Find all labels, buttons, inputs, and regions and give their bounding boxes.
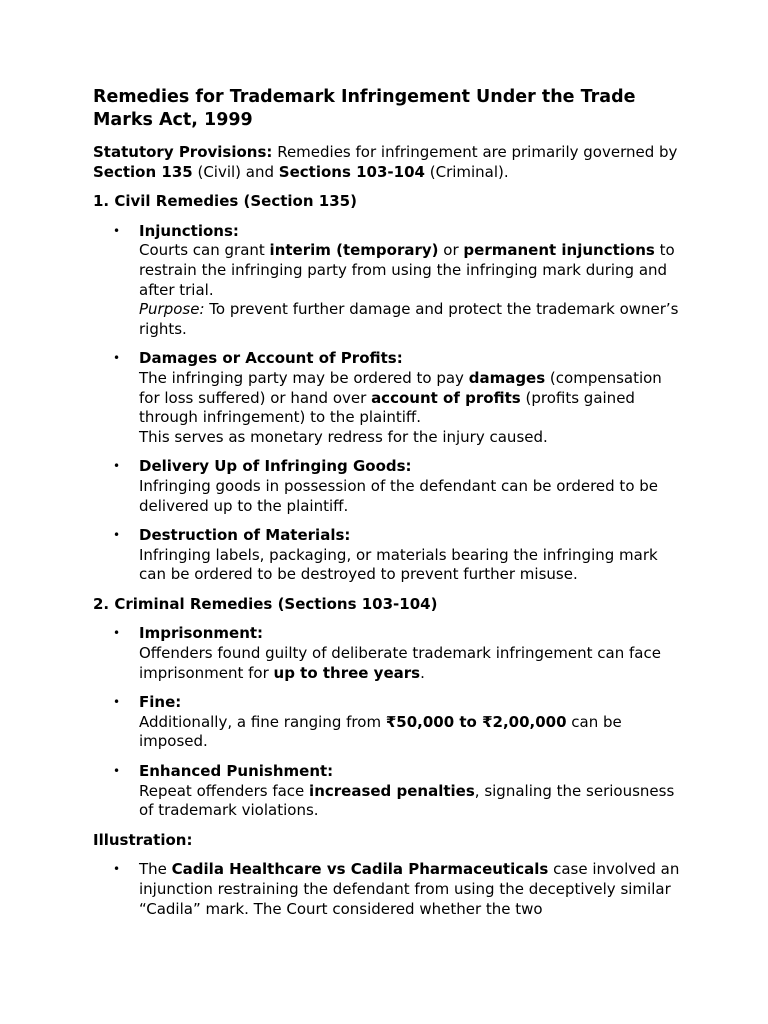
list-item-destruction: • Destruction of Materials: Infringing labels, packaging, or materials bearing the infringing mark can be ordered to be destroyed to prevent further misuse. xyxy=(93,526,683,585)
civil-remedies-list xyxy=(93,222,683,585)
document-content xyxy=(93,86,683,929)
item-title: Injunctions: xyxy=(139,221,239,240)
bullet-icon: • xyxy=(113,764,121,779)
bullet-icon: • xyxy=(113,351,121,366)
list-item-illustration: • The Cadila Healthcare vs Cadila Pharmaceuticals case involved an injunction restraining the defendant from using the deceptively similar “Cadila” mark. The Court considered whether the two xyxy=(113,860,680,918)
item-title: Destruction of Materials: xyxy=(139,526,351,545)
bullet-icon: • xyxy=(113,528,121,543)
bullet-icon: • xyxy=(113,626,121,641)
illustration-list xyxy=(93,860,683,919)
item-title: Fine: xyxy=(139,693,182,712)
bullet-icon: • xyxy=(113,695,121,710)
list-item-injunctions: • Injunctions: Courts can grant interim (temporary) or permanent injunctions to restrain the infringing party from using the infringing mark during and after trial. Purpose: To prevent further damage and protect the trademark owner’s rights. xyxy=(93,222,683,340)
list-item-fine: • Fine: Additionally, a fine ranging from ₹50,000 to ₹2,00,000 can be imposed. xyxy=(93,693,683,752)
list-item-damages: • Damages or Account of Profits: The infringing party may be ordered to pay damages (compensation for loss suffered) or hand over account of profits (profits gained through infringement) to the plaintiff. This serves as monetary redress for the injury caused. xyxy=(93,349,683,447)
criminal-remedies-list xyxy=(93,624,683,820)
item-title: Damages or Account of Profits: xyxy=(139,349,403,368)
illustration-heading: Illustration: xyxy=(93,830,193,849)
document-title: Remedies for Trademark Infringement Under the Trade Marks Act, 1999 xyxy=(93,87,636,130)
civil-remedies-heading: 1. Civil Remedies (Section 135) xyxy=(93,192,357,211)
purpose-label: Purpose: xyxy=(139,300,205,319)
list-item-delivery-up: • Delivery Up of Infringing Goods: Infringing goods in possession of the defendant can be ordered to be delivered up to the plaintiff. xyxy=(93,457,683,516)
statutory-label: Statutory Provisions: xyxy=(93,143,273,161)
list-item-enhanced-punishment: • Enhanced Punishment: Repeat offenders face increased penalties, signaling the seriousness of trademark violations. xyxy=(93,762,683,821)
statutory-provisions-paragraph: Statutory Provisions: Remedies for infringement are primarily governed by Section 135 (Civil) and Sections 103-104 (Criminal). xyxy=(93,143,678,181)
criminal-remedies-heading: 2. Criminal Remedies (Sections 103-104) xyxy=(93,594,438,613)
item-title: Delivery Up of Infringing Goods: xyxy=(139,457,412,476)
item-title: Enhanced Punishment: xyxy=(139,762,334,781)
bullet-icon: • xyxy=(113,223,121,238)
list-item-imprisonment: • Imprisonment: Offenders found guilty of deliberate trademark infringement can face imprisonment for up to three years. xyxy=(93,624,683,683)
item-title: Imprisonment: xyxy=(139,624,264,643)
bullet-icon: • xyxy=(113,862,121,877)
bullet-icon: • xyxy=(113,459,121,474)
